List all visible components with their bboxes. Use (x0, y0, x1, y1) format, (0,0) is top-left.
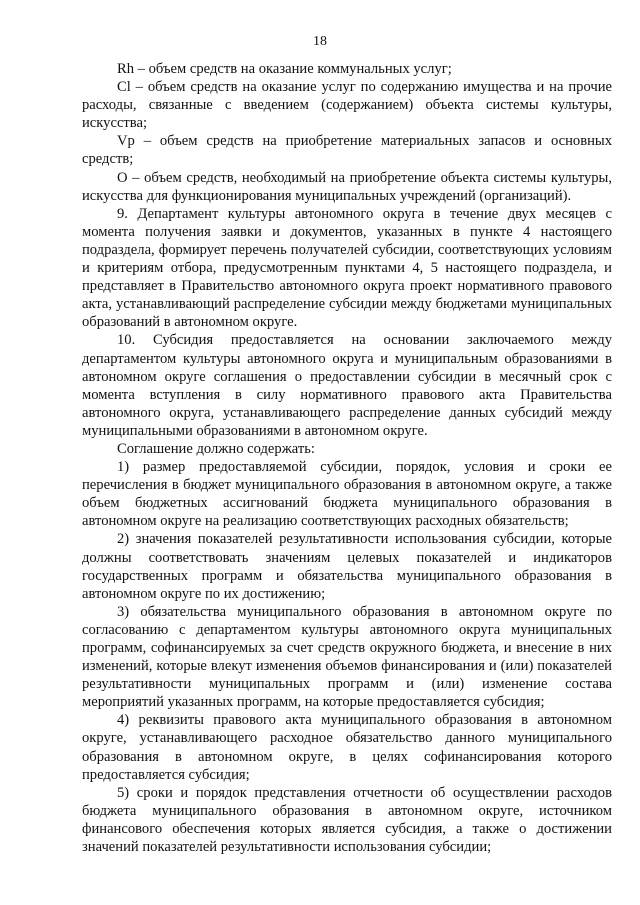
agreement-intro: Соглашение должно содержать: (117, 440, 315, 457)
agreement-item-4: 4) реквизиты правового акта муниципального образования в автономном округе, устанавливающего расходное обязательство данного муниципального образования в автономном округе, в целях софинансирования которого предоставляется субсидия; (82, 712, 612, 783)
definition-o: O – объем средств, необходимый на приобретение объекта системы культуры, искусства для функционирования муниципальных учреждений (организаций). (82, 169, 612, 204)
page-number: 18 (313, 34, 327, 49)
definition-cl: Cl – объем средств на оказание услуг по содержанию имущества и на прочие расходы, связанные с введением (содержанием) объекта системы культуры, искусства; (82, 79, 612, 132)
definition-vp: Vp – объем средств на приобретение материальных запасов и основных средств; (82, 133, 612, 168)
agreement-item-5: 5) сроки и порядок представления отчетности об осуществлении расходов бюджета муниципального образования в автономном округе, источником финансового обеспечения которых является субсидия, а также о достижении значений показателей результативности использования субсидии; (82, 784, 612, 856)
clause-10: 10. Субсидия предоставляется на основании заключаемого между департаментом культуры автономного округа и муниципальным образованиями в автономном округе соглашения о предоставлении субсидии в месячный срок с момента вступления в силу нормативного правового акта Правительства автономного округа, устанавливающего распределение данных субсидий между муниципальными образованиями в автономном округе. (82, 332, 612, 439)
agreement-item-2: 2) значения показателей результативности использования субсидии, которые должны соответствовать значениям целевых показателей и индикаторов государственных программ и обязательства муниципального образования в автономном округе по их достижению; (82, 531, 612, 602)
document-body (82, 60, 612, 856)
clause-9: 9. Департамент культуры автономного округа в течение двух месяцев с момента получения заявки и документов, указанных в пункте 4 настоящего подраздела, формирует перечень получателей субсидии, соответствующих условиям и критериям отбора, предусмотренным пунктами 4, 5 настоящего подраздела, и представляет в Правительство автономного округа проект нормативного правового акта, устанавливающий распределение субсидии между бюджетами муниципальных образований в автономном округе. (82, 205, 612, 331)
definition-rh: Rh – объем средств на оказание коммунальных услуг; (117, 61, 452, 77)
agreement-item-1: 1) размер предоставляемой субсидии, порядок, условия и сроки ее перечисления в бюджет муниципального образования в автономном округе, а также объем бюджетных ассигнований бюджета муниципального образования в автономном округе на реализацию соответствующих расходных обязательств; (82, 459, 612, 530)
agreement-item-3: 3) обязательства муниципального образования в автономном округе по согласованию с департаментом культуры автономного округа муниципальных программ, софинансируемых за счет средств окружного бюджета, и внесение в них изменений, которые влекут изменения объемов финансирования и (или) показателей результативности муниципальных программ и (или) изменение состава мероприятий указанных программ, на которые предоставляется субсидия; (82, 603, 612, 711)
